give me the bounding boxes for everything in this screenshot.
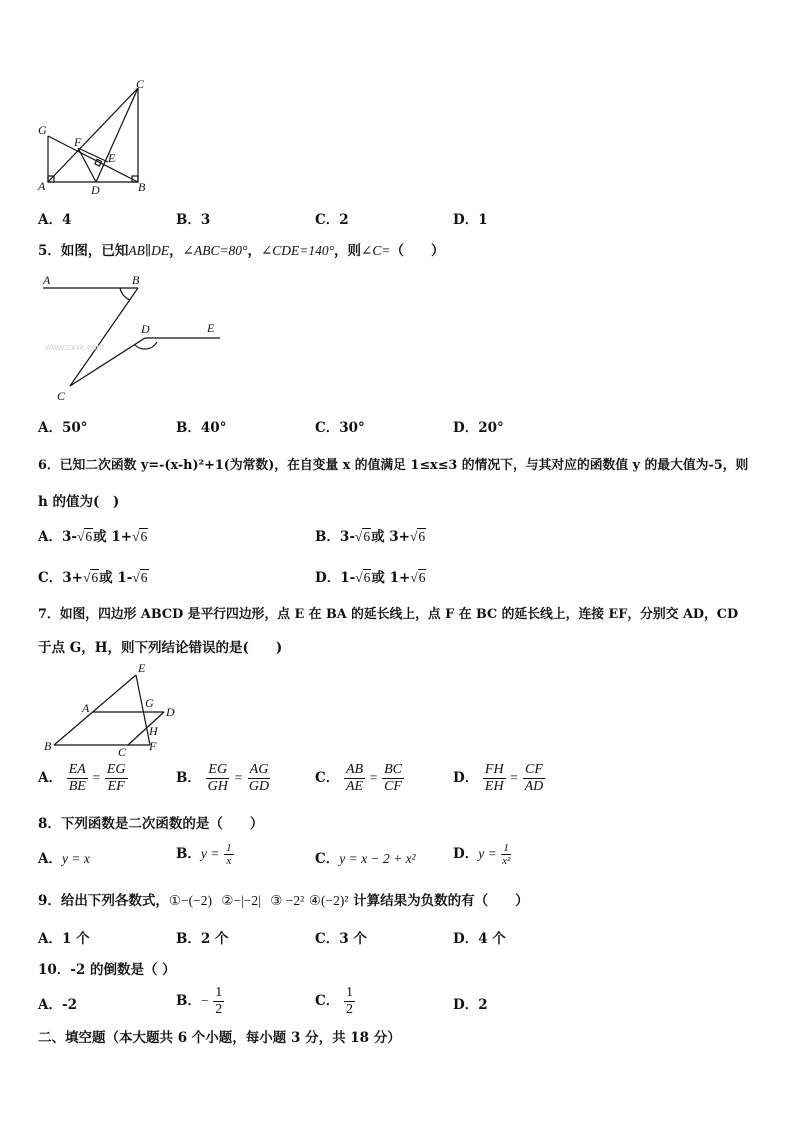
q4-option-c[interactable]: C．2 xyxy=(315,212,349,228)
q9-stem: 9．给出下列各数式，①−(−2) ②−|−2| ③ −2² ④(−2)² 计算结果为负数的有（ ） xyxy=(38,893,529,909)
label-E: E xyxy=(138,661,146,675)
q7-option-d[interactable]: D． $\frac{FH}{EH}$ = $\frac{CF}{AD}$ xyxy=(453,762,544,795)
q5-option-c[interactable]: C．30° xyxy=(315,420,365,436)
q7-option-a[interactable]: A． $\frac{EA}{BE}$ = $\frac{EG}{EF}$ xyxy=(38,762,126,795)
label-F: F xyxy=(74,135,82,149)
label-D: D xyxy=(141,322,150,336)
q7-option-c[interactable]: C． $\frac{AB}{AE}$ = $\frac{BC}{CF}$ xyxy=(315,762,402,795)
q8-option-a[interactable]: A．y = x xyxy=(38,851,90,867)
q5-option-b[interactable]: B．40° xyxy=(176,420,227,436)
q9-option-c[interactable]: C．3 个 xyxy=(315,931,367,947)
q7-stem-line1: 7．如图，四边形 ABCD 是平行四边形，点 E 在 BA 的延长线上，点 F 在 BC 的延长线上，连接 EF，分别交 AD，CD xyxy=(38,607,739,622)
q6-stem-line1: 6．已知二次函数 y=-(x-h)²+1(为常数)，在自变量 x 的值满足 1≤x≤3 的情况下，与其对应的函数值 y 的最大值为-5，则 xyxy=(38,458,749,473)
label-B: B xyxy=(138,180,146,194)
q10-option-d[interactable]: D．2 xyxy=(453,997,488,1013)
label-C: C xyxy=(118,745,127,759)
q6-stem-line2: h 的值为( ) xyxy=(38,494,120,510)
q5-stem: 5．如图，已知AB∥DE，∠ABC=80°，∠CDE=140°，则∠C=（ ） xyxy=(38,243,445,259)
q8-option-c[interactable]: C．y = x − 2 + x² xyxy=(315,851,416,867)
q7-stem-line2: 于点 G，H，则下列结论错误的是( ) xyxy=(38,640,283,656)
label-C: C xyxy=(57,389,66,403)
label-D: D xyxy=(91,183,100,197)
q9-option-d[interactable]: D．4 个 xyxy=(453,931,506,947)
label-G: G xyxy=(145,696,154,710)
q5-option-a[interactable]: A．50° xyxy=(38,420,88,436)
q4-option-d[interactable]: D．1 xyxy=(453,212,488,228)
label-G: G xyxy=(38,123,47,137)
label-D: D xyxy=(166,705,175,719)
q10-option-c[interactable]: C． $\frac{1}{2}$ xyxy=(315,985,353,1018)
q4-option-b[interactable]: B．3 xyxy=(176,212,211,228)
label-A: A xyxy=(43,273,51,287)
q4-option-a[interactable]: A．4 xyxy=(38,212,72,228)
figure-q4 xyxy=(30,78,160,198)
label-B: B xyxy=(132,273,140,287)
label-H: H xyxy=(149,724,158,738)
q10-option-b[interactable]: B．− $\frac{1}{2}$ xyxy=(176,985,223,1018)
section-heading-fill-in: 二、填空题（本大题共 6 个小题，每小题 3 分，共 18 分） xyxy=(38,1030,401,1046)
label-B: B xyxy=(44,739,52,753)
label-E: E xyxy=(108,151,116,165)
q9-option-a[interactable]: A．1 个 xyxy=(38,931,90,947)
figure-q5 xyxy=(35,270,230,405)
q8-option-b[interactable]: B．y = $\frac{1}{x}$ xyxy=(176,842,232,868)
label-C: C xyxy=(136,78,145,91)
label-A: A xyxy=(38,179,46,193)
q6-option-a[interactable]: A．3-√6或 1+√6 xyxy=(38,529,148,545)
label-A: A xyxy=(82,701,90,715)
q10-option-a[interactable]: A．-2 xyxy=(38,997,77,1013)
q5-option-d[interactable]: D．20° xyxy=(453,420,504,436)
label-F: F xyxy=(149,739,157,753)
q7-option-b[interactable]: B． $\frac{EG}{GH}$ = $\frac{AG}{GD}$ xyxy=(176,762,270,795)
q9-option-b[interactable]: B．2 个 xyxy=(176,931,229,947)
q6-option-c[interactable]: C．3+√6或 1-√6 xyxy=(38,570,148,586)
label-E: E xyxy=(207,321,215,335)
q6-option-b[interactable]: B．3-√6或 3+√6 xyxy=(315,529,426,545)
watermark: www.zxxk.com xyxy=(45,342,105,352)
q10-stem: 10．-2 的倒数是（ ） xyxy=(38,962,176,978)
q6-option-d[interactable]: D．1-√6或 1+√6 xyxy=(315,570,426,586)
figure-q7 xyxy=(38,660,183,760)
q8-option-d[interactable]: D．y = $\frac{1}{\text{x²}}$ xyxy=(453,842,511,868)
q8-stem: 8．下列函数是二次函数的是（ ） xyxy=(38,816,264,832)
